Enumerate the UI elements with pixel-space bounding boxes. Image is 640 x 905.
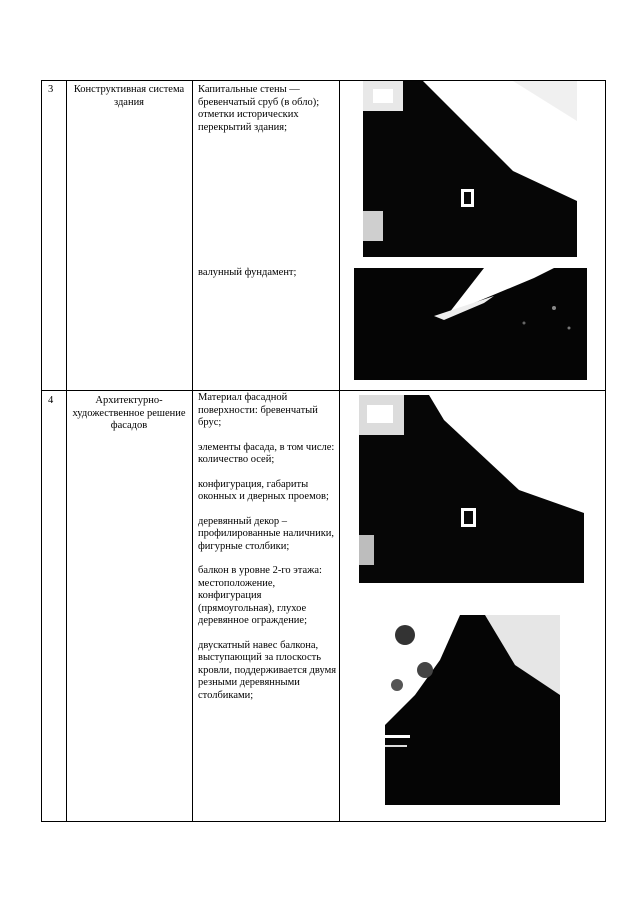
- table-bottom-border: [41, 821, 606, 822]
- row-number: 3: [48, 84, 54, 95]
- foundation-photo: [354, 268, 587, 380]
- row-detail: балкон в уровне 2-го этажа: местоположение, конфигурация (прямоугольная), глухое деревянное ограждение;: [198, 565, 322, 626]
- row-detail: Капитальные стены — бревенчатый сруб (в обло); отметки исторических перекрытий здания;: [198, 84, 320, 133]
- row-detail: двускатный навес балкона, выступающий за плоскость кровли, поддерживается двумя резными деревянными столбиками;: [198, 639, 337, 701]
- table-right-border: [605, 80, 606, 822]
- row-name: Конструктивная система здания: [73, 84, 185, 108]
- column-divider-3: [339, 80, 340, 822]
- row-detail: деревянный декор – профилированные наличники, фигурные столбики;: [198, 515, 335, 552]
- row-name: Архитектурно-художественное решение фасадов: [72, 395, 186, 431]
- row-detail: элементы фасада, в том числе: количество осей;: [198, 441, 335, 465]
- table-left-border: [41, 80, 42, 822]
- facade-photo: [359, 395, 584, 583]
- row-detail: валунный фундамент;: [198, 267, 297, 278]
- row-divider: [41, 390, 606, 391]
- balcony-photo: [385, 615, 560, 805]
- row-details: [198, 392, 338, 714]
- row-detail: Материал фасадной поверхности: бревенчатый брус;: [198, 392, 318, 428]
- column-divider-2: [192, 80, 193, 822]
- column-divider-1: [66, 80, 67, 822]
- row-detail: конфигурация, габариты оконных и дверных проемов;: [198, 478, 329, 502]
- house-facade-photo: [363, 81, 577, 257]
- row-number: 4: [48, 395, 54, 406]
